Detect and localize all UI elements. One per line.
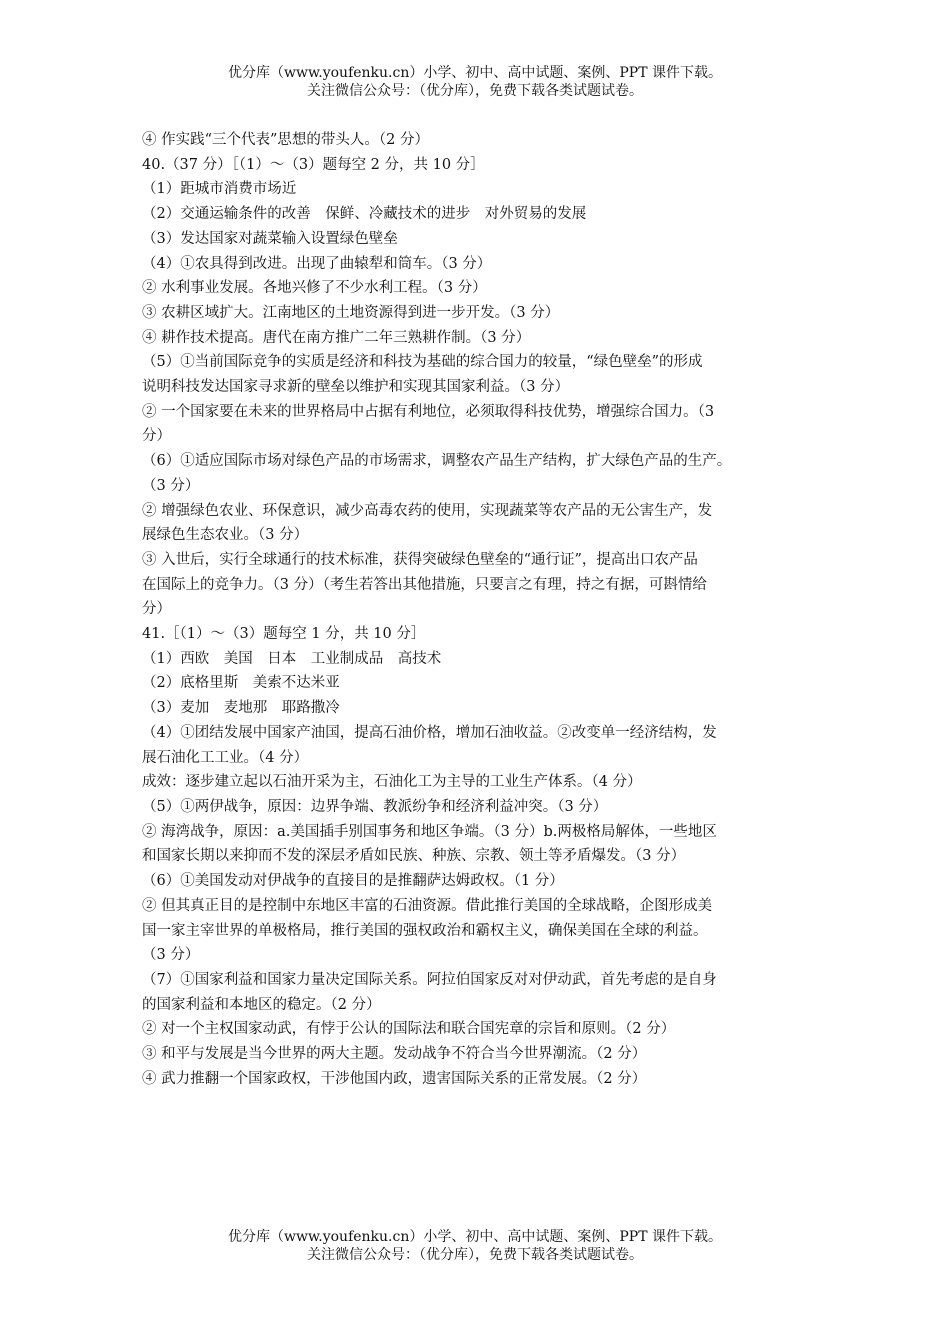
header-line-2: 关注微信公众号：（优分库），免费下载各类试题试卷。: [307, 83, 643, 99]
body-line: （3 分）: [142, 947, 200, 964]
body-line: ② 但其真正目的是控制中东地区丰富的石油资源。借此推行美国的全球战略，企图形成美: [142, 897, 713, 914]
body-line: ② 海湾战争，原因：a.美国插手别国事务和地区争端。（3 分）b.两极格局解体，一些地区: [142, 823, 717, 840]
body-line: 和国家长期以来抑而不发的深层矛盾如民族、种族、宗教、领土等矛盾爆发。（3 分）: [142, 848, 686, 865]
body-line: ② 对一个主权国家动武，有悖于公认的国际法和联合国宪章的宗旨和原则。（2 分）: [142, 1021, 676, 1038]
body-line: （1）距城市消费市场近: [142, 181, 297, 198]
body-line: （1）西欧 美国 日本 工业制成品 高技术: [142, 650, 442, 667]
body-line: （2）底格里斯 美索不达米亚: [142, 675, 340, 692]
body-line: （4）①团结发展中国家产油国，提高石油价格，增加石油收益。②改变单一经济结构，发: [142, 724, 717, 741]
body-line: （3）发达国家对蔬菜输入设置绿色壁垒: [142, 230, 398, 247]
page-header: [0, 64, 950, 100]
body-line: 成效：逐步建立起以石油开采为主，石油化工为主导的工业生产体系。（4 分）: [142, 774, 642, 791]
body-line: ④ 武力推翻一个国家政权，干涉他国内政，遗害国际关系的正常发展。（2 分）: [142, 1070, 647, 1087]
body-line: ③ 和平与发展是当今世界的两大主题。发动战争不符合当今世界潮流。（2 分）: [142, 1046, 647, 1063]
body-line: ④ 作实践“三个代表”思想的带头人。（2 分）: [142, 132, 430, 148]
body-line: 展绿色生态农业。（3 分）: [142, 527, 309, 544]
body-line: 41.［（1）～（3）题每空 1 分，共 10 分］: [142, 626, 426, 643]
body-line: 40.（37 分）［（1）～（3）题每空 2 分，共 10 分］: [142, 156, 485, 173]
page-footer: [0, 1228, 950, 1264]
body-line: （5）①当前国际竞争的实质是经济和科技为基础的综合国力的较量，“绿色壁垒”的形成: [142, 354, 703, 371]
body-line: ③ 农耕区域扩大。江南地区的土地资源得到进一步开发。（3 分）: [142, 304, 560, 321]
body-line: ③ 入世后，实行全球通行的技术标准，获得突破绿色壁垒的“通行证”，提高出口农产品: [142, 551, 698, 568]
answer-content: [142, 128, 810, 1091]
footer-line-1: 优分库（www.youfenku.cn）小学、初中、高中试题、案例、PPT 课件下载。: [227, 1229, 722, 1245]
body-line: （3 分）: [142, 477, 200, 494]
body-line: 分）: [142, 428, 171, 445]
body-line: （6）①美国发动对伊战争的直接目的是推翻萨达姆政权。（1 分）: [142, 873, 564, 890]
body-line: 国一家主宰世界的单极格局，推行美国的强权政治和霸权主义，确保美国在全球的利益。: [142, 922, 708, 939]
body-line: 的国家利益和本地区的稳定。（2 分）: [142, 996, 381, 1013]
body-line: 展石油化工工业。（4 分）: [142, 749, 309, 766]
body-line: ② 水利事业发展。各地兴修了不少水利工程。（3 分）: [142, 280, 487, 297]
body-line: （2）交通运输条件的改善 保鲜、冷藏技术的进步 对外贸易的发展: [142, 206, 587, 223]
body-line: （5）①两伊战争，原因：边界争端、教派纷争和经济利益冲突。（3 分）: [142, 798, 608, 815]
body-line: ② 一个国家要在未来的世界格局中占据有利地位，必须取得科技优势，增强综合国力。（3: [142, 403, 715, 420]
footer-line-2: 关注微信公众号：（优分库），免费下载各类试题试卷。: [307, 1247, 643, 1263]
body-line: （6）①适应国际市场对绿色产品的市场需求，调整农产品生产结构，扩大绿色产品的生产。: [142, 453, 732, 470]
body-line: （3）麦加 麦地那 耶路撒冷: [142, 700, 340, 717]
body-line: 在国际上的竞争力。（3 分）（考生若答出其他措施，只要言之有理，持之有据，可斟情给: [142, 576, 707, 593]
header-line-1: 优分库（www.youfenku.cn）小学、初中、高中试题、案例、PPT 课件下载。: [227, 65, 722, 81]
body-line: ④ 耕作技术提高。唐代在南方推广二年三熟耕作制。（3 分）: [142, 329, 531, 346]
body-line: （7）①国家利益和国家力量决定国际关系。阿拉伯国家反对对伊动武，首先考虑的是自身: [142, 971, 717, 988]
body-line: （4）①农具得到改进。出现了曲辕犁和筒车。（3 分）: [142, 255, 492, 272]
body-line: ② 增强绿色农业、环保意识，减少高毒农药的使用，实现蔬菜等农产品的无公害生产，发: [142, 502, 713, 519]
body-line: 分）: [142, 601, 171, 618]
body-line: 说明科技发达国家寻求新的壁垒以维护和实现其国家利益。（3 分）: [142, 379, 570, 396]
